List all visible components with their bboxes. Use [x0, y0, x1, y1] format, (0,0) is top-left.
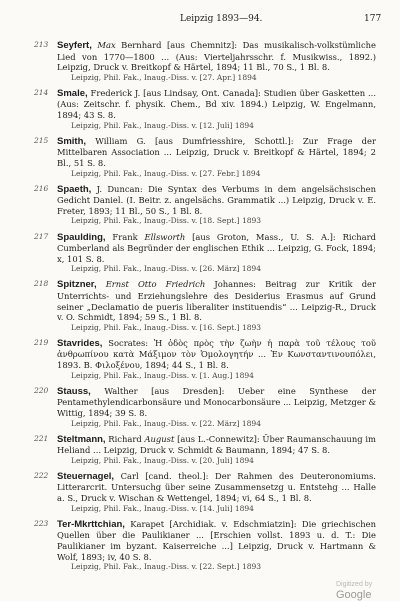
entry-number: 219	[34, 337, 49, 347]
author-surname: Stavrides,	[57, 337, 103, 349]
entry-description: [aus Chemnitz]: Das musikalisch-volkstümliche Lied von 1770—1800 ... (Aus: Vierteljahrsschr. f. Musikwiss., 1892.) Leipzig, Druck v. Breitkopf & Härtel, 1894; 11 Bl., 70 S., 1 Bl. 8.	[57, 40, 376, 73]
entry-description: Ἡ ὁδὸς πρὸς τὴν ζωὴν ἡ παρὰ τοῦ τέλους τοῦ ἀνθρωπίνου κατὰ Μάξιμον τὸν Ὁμολογητήν ... Ἐν Κωνσταντινουπόλει, 1893. Β. Φιλοξένου, 1894; 44 S., 1 Bl. 8.	[57, 337, 376, 371]
faculty-note: Leipzig, Phil. Fak., Inaug.-Diss. v. [20. Juli] 1894	[71, 455, 254, 465]
dissertation-list	[0, 40, 400, 577]
author-given-name: Frank	[112, 231, 138, 242]
author-surname: Steuernagel,	[57, 470, 115, 482]
author-second-name: August	[141, 433, 175, 444]
entry-number: 213	[34, 40, 49, 49]
entry-description: Die Syntax des Verbums in dem angelsächsischen Gedicht Daniel. (I. Beitr. z. angelsächs. Grammatik ...) Leipzig, Druck v. E. Freter, 1893; 11 Bl., 50 S., 1 Bl. 8.	[57, 183, 376, 216]
author-given-name: Carl	[120, 470, 139, 481]
entry-description: [cand. theol.]: Der Rahmen des Deuteronomiums. Litterarcrit. Untersuchg über seine Zusammensetzg u. Entstehg ... Halle a. S., Druck v. Wischan & Wettengel, 1894; vi, 64 S., 1 Bl. 8.	[57, 470, 376, 504]
entry-description: [aus Dresden]: Ueber eine Synthese der Pentamethylendicarbonsäure und Monocarbonsäure ... Leipzig, Metzger & Wittig, 1894; 39 S. 8.	[57, 385, 376, 418]
author-given-name: Max	[97, 40, 116, 50]
author-surname: Smale,	[57, 87, 88, 99]
author-given-name: J. Duncan:	[96, 183, 143, 194]
watermark-prefix: Digitized by	[336, 581, 373, 588]
running-title: Leipzig 1893—94.	[180, 14, 263, 24]
author-second-name: Johannes:	[205, 279, 256, 290]
faculty-note: Leipzig, Phil. Fak., Inaug.-Diss. v. [22. März] 1894	[71, 418, 261, 428]
entry-description: [aus Dumfriesshire, Schottl.]: Zur Frage der Mittelbaren Association ... Leipzig, Druck v. Breitkopf & Härtel, 1894; 2 Bl., 51 S. 8.	[57, 135, 376, 168]
entry-number: 216	[34, 183, 49, 193]
entry-description: [aus Groton, Mass., U. S. A.]: Richard Cumberland als Begründer der englischen Ethik ... Leipzig, G. Fock, 1894; x, 101 S. 8.	[57, 231, 377, 264]
google-watermark	[336, 577, 400, 601]
author-surname: Spaeth,	[57, 183, 92, 195]
faculty-note: Leipzig, Phil. Fak., Inaug.-Diss. v. [18. Sept.] 1893	[71, 216, 262, 226]
faculty-note: Leipzig, Phil. Fak., Inaug.-Diss. v. [26. März] 1894	[71, 264, 261, 274]
entry-number: 223	[34, 518, 49, 528]
page-number: 177	[364, 14, 382, 24]
author-given-name: Socrates:	[108, 337, 149, 348]
dissertation-entry	[0, 519, 400, 573]
faculty-note: Leipzig, Phil. Fak., Inaug.-Diss. v. [27. Febr.] 1894	[71, 168, 261, 178]
author-second-name: Bernhard	[115, 40, 162, 50]
faculty-note: Leipzig, Phil. Fak., Inaug.-Diss. v. [22. Sept.] 1893	[71, 562, 262, 572]
entry-description: [aus L.-Connewitz]: Über Raumanschauung im Heliand ... Leipzig, Druck v. Schmidt & Baumann, 1894; 47 S. 8.	[57, 433, 376, 456]
author-given-name: Richard	[108, 433, 142, 444]
faculty-note: Leipzig, Phil. Fak., Inaug.-Diss. v. [12. Juli] 1894	[71, 120, 254, 130]
watermark-brand: Google	[336, 589, 372, 601]
author-surname: Ter-Mkrttchian,	[57, 518, 125, 530]
author-surname: Steltmann,	[57, 433, 106, 445]
faculty-note: Leipzig, Phil. Fak., Inaug.-Diss. v. [1. Aug.] 1894	[71, 370, 254, 380]
faculty-note: Leipzig, Phil. Fak., Inaug.-Diss. v. [16. Sept.] 1893	[71, 322, 262, 332]
entry-number: 221	[34, 433, 49, 443]
faculty-note: Leipzig, Phil. Fak., Inaug.-Diss. v. [27. Apr.] 1894	[71, 72, 257, 82]
author-surname: Stauss,	[57, 385, 91, 397]
dissertation-entry	[0, 338, 400, 381]
dissertation-entry	[0, 434, 400, 467]
entry-number: 218	[34, 279, 49, 289]
dissertation-entry	[0, 40, 400, 83]
running-header	[0, 14, 400, 28]
entry-description: [Archidiak. v. Edschmiatzin]: Die griechischen Quellen über die Paulikianer ... [Erschien vollst. 1893 u. d. T.: Die Paulikianer im byzant. Kaiserreiche ...] Leipzig, Druck v. Hartmann & Wolf, 1893; iv, 40 S. 8.	[57, 518, 377, 562]
dissertation-entry	[0, 232, 400, 275]
author-surname: Seyfert,	[57, 40, 92, 51]
author-given-name: William G.	[95, 135, 146, 146]
author-surname: Spitzner,	[57, 279, 97, 291]
entry-number: 214	[34, 87, 49, 97]
author-surname: Spaulding,	[57, 231, 106, 243]
author-given-name: Walther	[104, 385, 138, 396]
dissertation-entry	[0, 386, 400, 429]
faculty-note: Leipzig, Phil. Fak., Inaug.-Diss. v. [14. Juli] 1894	[71, 503, 254, 513]
entry-number: 215	[34, 135, 49, 145]
entry-number: 222	[34, 470, 49, 480]
entry-description: [aus Lindsay, Ont. Canada]: Studien über Gasketten ... (Aus: Zeitschr. f. physik. Chem., Bd xiv. 1894.) Leipzig, W. Engelmann, 1894; 43 S. 8.	[57, 87, 376, 121]
entry-number: 217	[34, 231, 49, 241]
dissertation-entry	[0, 88, 400, 131]
author-given-name: Frederick J.	[90, 87, 141, 98]
author-second-name: Ellsworth	[137, 231, 186, 242]
dissertation-entry	[0, 279, 400, 333]
author-surname: Smith,	[57, 135, 87, 147]
author-given-name: Karapet	[130, 518, 165, 529]
dissertation-entry	[0, 471, 400, 514]
dissertation-entry	[0, 184, 400, 227]
entry-description: Beitrag zur Kritik der Unterrichts- und Erziehungslehre des Desiderius Erasmus auf Grund seiner „Declamatio de pueris liberaliter instituendis“ ... Leipzig-R., Druck v. O. Schmidt, 1894; 59 S., 1 Bl. 8.	[57, 279, 377, 323]
entry-number: 220	[34, 385, 49, 395]
author-given-name: Ernst Otto Friedrich	[105, 279, 206, 290]
dissertation-entry	[0, 136, 400, 179]
